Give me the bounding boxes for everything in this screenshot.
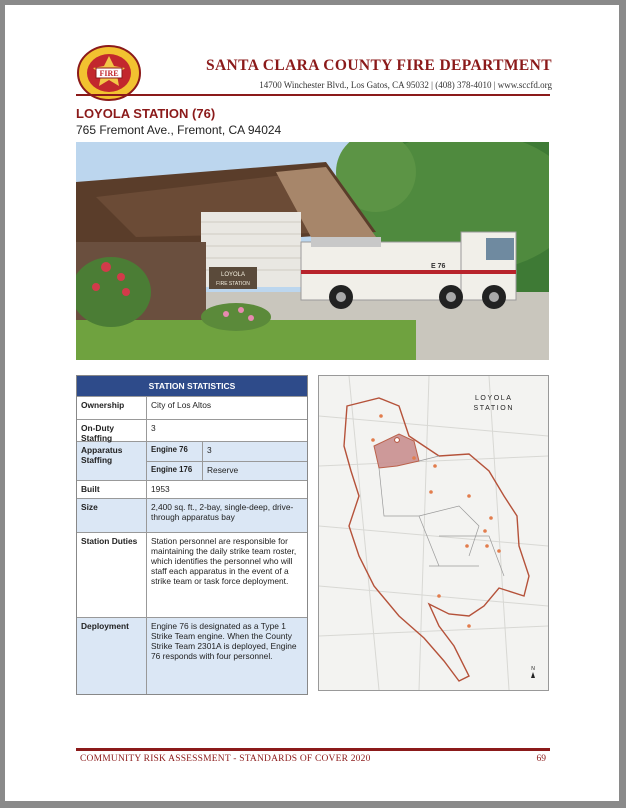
apparatus-name: Engine 176 <box>147 462 203 481</box>
apparatus-row <box>147 462 307 481</box>
table-row <box>77 419 307 441</box>
table-row <box>77 441 307 480</box>
engine-label: E 76 <box>431 263 446 270</box>
apparatus-label: Apparatus Staffing <box>77 442 147 480</box>
table-row <box>77 498 307 532</box>
built-label: Built <box>77 481 147 498</box>
station-address: 765 Fremont Ave., Fremont, CA 94024 <box>76 123 282 137</box>
map-label-line2: STATION <box>473 405 514 412</box>
map-drawing <box>319 376 548 690</box>
footer-divider <box>76 748 550 751</box>
duties-value: Station personnel are responsible for maintaining the daily strike team roster, which identifies the personnel who will staff each apparatus in the event of a strike team or task force deployment. <box>151 536 297 586</box>
map-label <box>474 394 515 414</box>
table-row <box>77 396 307 419</box>
built-value: 1953 <box>151 484 170 494</box>
apparatus-subtable <box>147 442 307 480</box>
footer-text: COMMUNITY RISK ASSESSMENT - STANDARDS OF COVER 2020 <box>80 754 371 764</box>
duties-label: Station Duties <box>77 533 147 617</box>
map-label-line1: LOYOLA <box>474 395 513 402</box>
station-statistics-table <box>76 375 308 695</box>
department-name: SANTA CLARA COUNTY FIRE DEPARTMENT <box>205 57 552 74</box>
apparatus-name: Engine 76 <box>147 442 203 461</box>
ownership-label: Ownership <box>77 397 147 419</box>
deployment-value: Engine 76 is designated as a Type 1 Strike Team engine. When the County Strike Team 2301A is deployed, Engine 76 responds with four personnel. <box>151 621 297 661</box>
table-row <box>77 617 307 694</box>
size-value: 2,400 sq. ft., 2-bay, single-deep, drive-through apparatus bay <box>151 502 294 522</box>
ownership-value: City of Los Altos <box>151 400 212 410</box>
table-row <box>77 532 307 617</box>
station-title: LOYOLA STATION (76) <box>76 106 216 121</box>
table-heading: STATION STATISTICS <box>77 376 307 396</box>
deployment-label: Deployment <box>77 618 147 694</box>
onduty-label: On-Duty Staffing <box>77 420 147 441</box>
apparatus-value: 3 <box>207 445 212 455</box>
sign-line1: LOYOLA <box>220 272 246 278</box>
logo-text: FIRE <box>99 69 119 78</box>
page-number: 69 <box>536 754 546 764</box>
department-address: 14700 Winchester Blvd., Los Gatos, CA 95032 | (408) 378-4010 | www.sccfd.org <box>259 80 552 90</box>
header-divider <box>76 94 550 96</box>
apparatus-value: Reserve <box>207 464 239 475</box>
station-map <box>318 375 549 691</box>
north-arrow-label: N <box>531 666 535 672</box>
sign-line2: FIRE STATION <box>216 281 250 287</box>
onduty-value: 3 <box>151 423 156 433</box>
station-photo <box>76 142 549 360</box>
apparatus-row <box>147 442 307 462</box>
table-row <box>77 480 307 498</box>
size-label: Size <box>77 499 147 532</box>
